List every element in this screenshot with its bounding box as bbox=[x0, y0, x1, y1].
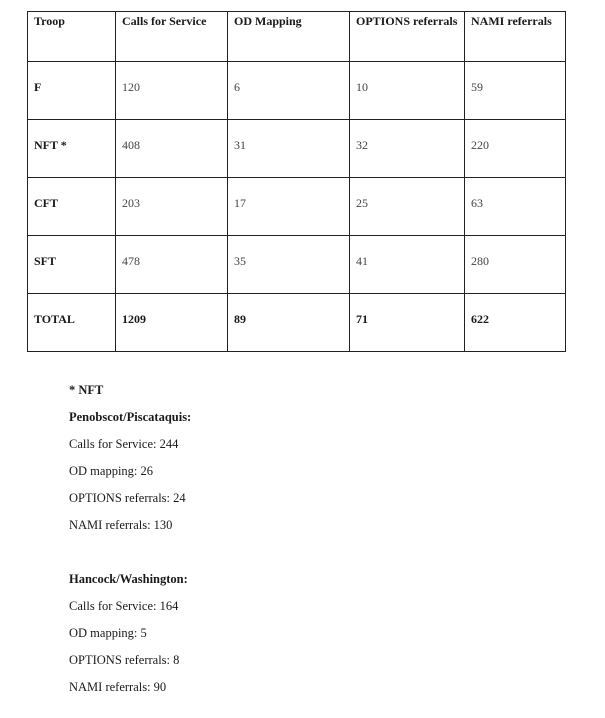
nami-cell: 63 bbox=[465, 178, 566, 236]
troop-cell: CFT bbox=[28, 178, 116, 236]
options-cell: 10 bbox=[350, 62, 465, 120]
header-od-mapping: OD Mapping bbox=[228, 12, 350, 62]
nft-footnote-marker: * NFT bbox=[69, 383, 104, 397]
od-mapping-cell: 35 bbox=[228, 236, 350, 294]
list-item: NAMI referrals: 90 bbox=[69, 680, 167, 694]
list-item: OD mapping: 26 bbox=[69, 464, 154, 478]
od-mapping-cell: 6 bbox=[228, 62, 350, 120]
list-item: Calls for Service: 244 bbox=[69, 437, 179, 451]
nami-cell: 220 bbox=[465, 120, 566, 178]
list-item: OD mapping: 5 bbox=[69, 626, 147, 640]
list-item: OPTIONS referrals: 8 bbox=[69, 653, 180, 667]
region-title-penobscot-piscataquis: Penobscot/Piscataquis: bbox=[69, 410, 192, 424]
header-calls-for-service: Calls for Service bbox=[116, 12, 228, 62]
troop-cell: NFT * bbox=[28, 120, 116, 178]
section-spacer bbox=[69, 542, 469, 569]
troop-statistics-table bbox=[27, 11, 566, 352]
total-od-mapping-cell: 89 bbox=[228, 294, 350, 352]
table-row bbox=[28, 178, 566, 236]
calls-cell: 478 bbox=[116, 236, 228, 294]
table-row bbox=[28, 236, 566, 294]
list-item: Calls for Service: 164 bbox=[69, 599, 179, 613]
options-cell: 41 bbox=[350, 236, 465, 294]
list-item: NAMI referrals: 130 bbox=[69, 518, 173, 532]
options-cell: 32 bbox=[350, 120, 465, 178]
list-item: OPTIONS referrals: 24 bbox=[69, 491, 186, 505]
calls-cell: 408 bbox=[116, 120, 228, 178]
calls-cell: 203 bbox=[116, 178, 228, 236]
header-troop: Troop bbox=[28, 12, 116, 62]
table-total-row bbox=[28, 294, 566, 352]
total-nami-cell: 622 bbox=[465, 294, 566, 352]
troop-cell: SFT bbox=[28, 236, 116, 294]
calls-cell: 120 bbox=[116, 62, 228, 120]
region-title-hancock-washington: Hancock/Washington: bbox=[69, 572, 188, 586]
header-options-referrals: OPTIONS referrals bbox=[350, 12, 465, 62]
troop-cell: F bbox=[28, 62, 116, 120]
od-mapping-cell: 17 bbox=[228, 178, 350, 236]
total-calls-cell: 1209 bbox=[116, 294, 228, 352]
options-cell: 25 bbox=[350, 178, 465, 236]
header-nami-referrals: NAMI referrals bbox=[465, 12, 566, 62]
total-options-cell: 71 bbox=[350, 294, 465, 352]
od-mapping-cell: 31 bbox=[228, 120, 350, 178]
total-label-cell: TOTAL bbox=[28, 294, 116, 352]
nami-cell: 280 bbox=[465, 236, 566, 294]
table-row bbox=[28, 62, 566, 120]
table-header-row bbox=[28, 12, 566, 62]
nami-cell: 59 bbox=[465, 62, 566, 120]
table-row bbox=[28, 120, 566, 178]
nft-breakdown-notes bbox=[69, 380, 469, 704]
